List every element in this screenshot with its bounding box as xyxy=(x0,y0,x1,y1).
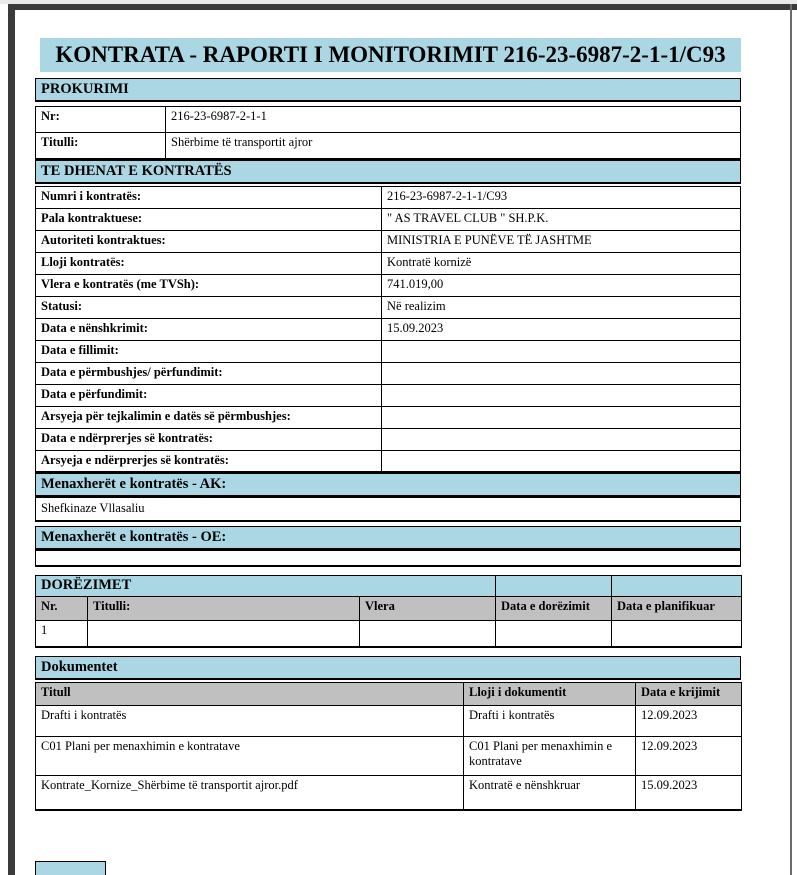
field-label: Arsyeja për tejkalimin e datës së përmbushjes: xyxy=(36,406,382,428)
table-cell: 1 xyxy=(36,621,88,647)
te-dhenat-table xyxy=(35,186,741,474)
field-label: Numri i kontratës: xyxy=(36,186,382,208)
field-value xyxy=(382,450,741,472)
dorezimet-header-spacer xyxy=(496,576,612,597)
document-type: Kontratë e nënshkruar xyxy=(464,775,636,810)
document-date: 15.09.2023 xyxy=(636,775,742,810)
field-label: Data e përmbushjes/ përfundimit: xyxy=(36,362,382,384)
table-row xyxy=(36,597,742,621)
column-header: Titulli: xyxy=(88,597,360,621)
table-row xyxy=(36,296,741,318)
field-value: " AS TRAVEL CLUB " SH.P.K. xyxy=(382,208,741,230)
next-section-header-partial xyxy=(35,861,106,875)
table-row xyxy=(36,384,741,406)
field-value: 741.019,00 xyxy=(382,274,741,296)
dokumentet-table xyxy=(35,682,742,812)
document-title: Kontrate_Kornize_Shërbime të transportit ajror.pdf xyxy=(36,775,464,810)
column-header: Data e planifikuar xyxy=(612,597,742,621)
field-value: 216-23-6987-2-1-1/C93 xyxy=(382,186,741,208)
section-header-menaxheret-ak: Menaxherët e kontratës - AK: xyxy=(35,473,741,497)
field-label: Nr: xyxy=(36,107,166,133)
table-row xyxy=(36,736,742,775)
field-value xyxy=(382,340,741,362)
field-value xyxy=(382,406,741,428)
dorezimet-table xyxy=(35,575,742,648)
table-row xyxy=(36,107,741,133)
table-row xyxy=(36,133,741,159)
document-title: C01 Plani per menaxhimin e kontratave xyxy=(36,736,464,775)
field-label: Pala kontraktuese: xyxy=(36,208,382,230)
document-type: C01 Plani per menaxhimin e kontratave xyxy=(464,736,636,775)
report-title: KONTRATA - RAPORTI I MONITORIMIT 216-23-6987-2-1-1/C93 xyxy=(40,38,741,72)
field-value xyxy=(382,362,741,384)
field-value: Kontratë kornizë xyxy=(382,252,741,274)
field-value xyxy=(382,428,741,450)
field-value: Shërbime të transportit ajror xyxy=(166,133,741,159)
table-row xyxy=(36,230,741,252)
field-label: Autoriteti kontraktues: xyxy=(36,230,382,252)
dorezimet-header-spacer xyxy=(612,576,742,597)
field-value: 216-23-6987-2-1-1 xyxy=(166,107,741,133)
table-row xyxy=(36,428,741,450)
field-value: 15.09.2023 xyxy=(382,318,741,340)
page-frame-left-border xyxy=(8,4,15,875)
table-row xyxy=(36,362,741,384)
table-row xyxy=(36,682,742,705)
column-header: Data e krijimit xyxy=(636,682,742,705)
table-row xyxy=(36,621,742,647)
table-cell xyxy=(612,621,742,647)
table-row xyxy=(36,705,742,736)
field-label: Arsyeja e ndërprerjes së kontratës: xyxy=(36,450,382,472)
table-row xyxy=(36,340,741,362)
section-header-dorezimet: DORËZIMET xyxy=(36,576,496,597)
table-cell xyxy=(496,621,612,647)
table-row xyxy=(36,775,742,810)
prokurimi-table xyxy=(35,106,741,160)
field-label: Data e përfundimit: xyxy=(36,384,382,406)
report-page xyxy=(35,38,741,811)
document-date: 12.09.2023 xyxy=(636,705,742,736)
column-header: Data e dorëzimit xyxy=(496,597,612,621)
table-row xyxy=(36,450,741,472)
document-type: Drafti i kontratës xyxy=(464,705,636,736)
table-row xyxy=(36,406,741,428)
manager-oe-name xyxy=(35,550,741,567)
table-row xyxy=(36,186,741,208)
field-value: Në realizim xyxy=(382,296,741,318)
column-header: Vlera xyxy=(360,597,496,621)
section-header-dokumentet: Dokumentet xyxy=(35,656,741,680)
document-title: Drafti i kontratës xyxy=(36,705,464,736)
table-row xyxy=(36,208,741,230)
table-row xyxy=(36,274,741,296)
field-value: MINISTRIA E PUNËVE TË JASHTME xyxy=(382,230,741,252)
section-header-prokurimi: PROKURIMI xyxy=(35,78,741,102)
table-row xyxy=(36,576,742,597)
field-label: Data e fillimit: xyxy=(36,340,382,362)
table-row xyxy=(36,318,741,340)
field-label: Lloji kontratës: xyxy=(36,252,382,274)
field-label: Vlera e kontratës (me TVSh): xyxy=(36,274,382,296)
column-header: Lloji i dokumentit xyxy=(464,682,636,705)
field-label: Data e ndërprerjes së kontratës: xyxy=(36,428,382,450)
table-cell xyxy=(360,621,496,647)
field-label: Data e nënshkrimit: xyxy=(36,318,382,340)
field-label: Titulli: xyxy=(36,133,166,159)
table-cell xyxy=(88,621,360,647)
manager-ak-name: Shefkinaze Vllasaliu xyxy=(35,497,741,522)
table-row xyxy=(36,252,741,274)
column-header: Nr. xyxy=(36,597,88,621)
field-value xyxy=(382,384,741,406)
document-date: 12.09.2023 xyxy=(636,736,742,775)
page-frame-top-border xyxy=(8,4,797,10)
section-header-te-dhenat: TE DHENAT E KONTRATËS xyxy=(35,160,741,184)
page-frame-right-edge xyxy=(790,4,792,875)
column-header: Titull xyxy=(36,682,464,705)
section-header-menaxheret-oe: Menaxherët e kontratës - OE: xyxy=(35,526,741,550)
field-label: Statusi: xyxy=(36,296,382,318)
